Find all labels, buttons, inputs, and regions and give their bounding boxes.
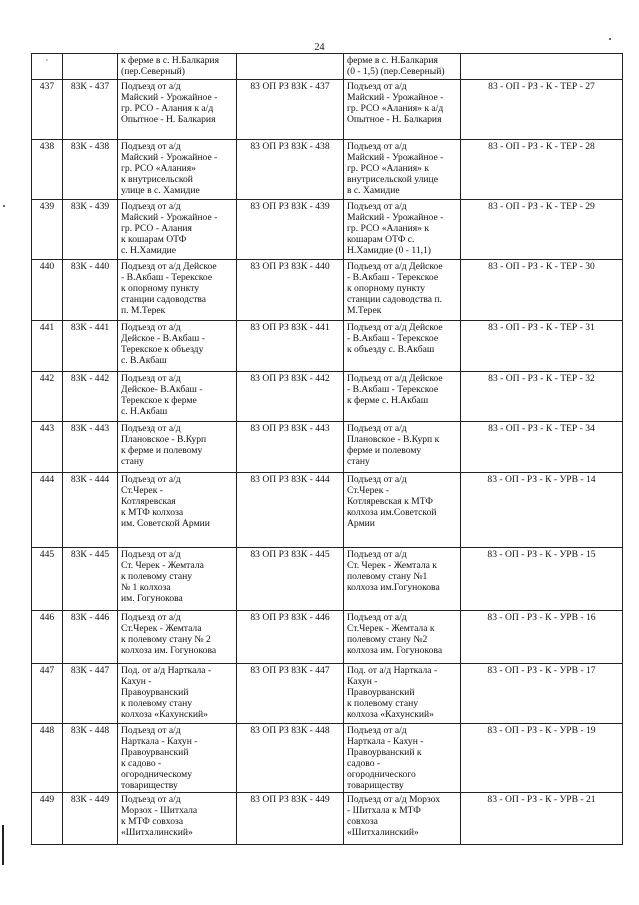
new-code-cell: 83 - ОП - РЗ - К - УРВ - 21 xyxy=(461,793,623,845)
new-name-cell: Подъезд от а/д Плановское - В.Курп к ферме и полевому стану xyxy=(344,422,461,473)
page-number: 24 xyxy=(314,42,325,53)
table-row xyxy=(32,321,623,372)
table-row xyxy=(32,664,623,724)
road-name-cell: Подъезд от а/д Майский - Урожайное - гр. РСО - Алания к кошарам ОТФ с. Н.Хамидие xyxy=(118,200,237,260)
new-name-cell: Подъезд от а/д Майский - Урожайное - гр. РСО «Алания» к а/д Опытное - Н. Балкария xyxy=(344,80,461,140)
road-name-cell: Подъезд от а/д Ст.Черек - Котляревская к МТФ колхоза им. Советской Армии xyxy=(118,473,237,548)
new-name-cell: Подъезд от а/д Дейское - В.Акбаш - Терекское к опорному пункту станции садоводства п. М.Терек xyxy=(344,260,461,321)
new-code-cell: 83 - ОП - РЗ - К - УРВ - 16 xyxy=(461,611,623,664)
row-number-cell: 441 xyxy=(32,321,63,372)
new-name-cell: Подъезд от а/д Ст.Черек - Котляревская к МТФ колхоза им.Советской Армии xyxy=(344,473,461,548)
table-row xyxy=(32,473,623,548)
road-code-cell: 83К - 440 xyxy=(63,260,118,321)
road-code-cell: 83К - 437 xyxy=(63,80,118,140)
new-code-cell xyxy=(461,54,623,80)
table-row xyxy=(32,54,623,80)
table-row xyxy=(32,422,623,473)
new-code-cell: 83 - ОП - РЗ - К - ТЕР - 32 xyxy=(461,372,623,422)
old-code-cell: 83 ОП РЗ 83К - 445 xyxy=(237,548,344,611)
table-row xyxy=(32,200,623,260)
row-number-cell: · xyxy=(32,54,63,80)
old-code-cell: 83 ОП РЗ 83К - 447 xyxy=(237,664,344,724)
road-code-cell: 83К - 443 xyxy=(63,422,118,473)
table-row xyxy=(32,724,623,793)
table-row xyxy=(32,372,623,422)
row-number-cell: 444 xyxy=(32,473,63,548)
row-number-cell: 446 xyxy=(32,611,63,664)
new-code-cell: 83 - ОП - РЗ - К - ТЕР - 27 xyxy=(461,80,623,140)
road-code-cell: 83К - 441 xyxy=(63,321,118,372)
road-name-cell: Подъезд от а/д Ст. Черек - Жемтала к полевому стану № 1 колхоза им. Гогунокова xyxy=(118,548,237,611)
new-name-cell: Подъезд от а/д Майский - Урожайное - гр. РСО «Алания» к кошарам ОТФ с. Н.Хамидие (0 - 11,1) xyxy=(344,200,461,260)
table-row xyxy=(32,260,623,321)
speck-mark xyxy=(609,38,611,40)
road-registry-table xyxy=(31,53,623,845)
new-code-cell: 83 - ОП - РЗ - К - УРВ - 15 xyxy=(461,548,623,611)
new-code-cell: 83 - ОП - РЗ - К - ТЕР - 29 xyxy=(461,200,623,260)
new-name-cell: Подъезд от а/д Дейское - В.Акбаш - Терекское к ферме с. Н.Акбаш xyxy=(344,372,461,422)
table-row xyxy=(32,140,623,200)
road-code-cell: 83К - 442 xyxy=(63,372,118,422)
road-code-cell: 83К - 444 xyxy=(63,473,118,548)
new-name-cell: Подъезд от а/д Нарткала - Кахун - Правоурванский к садово - огороднического товариществу xyxy=(344,724,461,793)
row-number-cell: 439 xyxy=(32,200,63,260)
road-name-cell: Подъезд от а/д Морзох - Шитхала к МТФ совхоза «Шитхалинский» xyxy=(118,793,237,845)
table-row xyxy=(32,611,623,664)
old-code-cell: 83 ОП РЗ 83К - 443 xyxy=(237,422,344,473)
old-code-cell: 83 ОП РЗ 83К - 446 xyxy=(237,611,344,664)
road-name-cell: к ферме в с. Н.Балкария (пер.Северный) xyxy=(118,54,237,80)
road-name-cell: Подъезд от а/д Плановское - В.Курп к ферме и полевому стану xyxy=(118,422,237,473)
old-code-cell: 83 ОП РЗ 83К - 448 xyxy=(237,724,344,793)
road-name-cell: Подъезд от а/д Дейское - В.Акбаш - Терекское к опорному пункту станции садоводства п. М.Терек xyxy=(118,260,237,321)
new-name-cell: Под. от а/д Нарткала - Кахун - Правоурванский к полевому стану колхоза «Кахунский» xyxy=(344,664,461,724)
new-code-cell: 83 - ОП - РЗ - К - ТЕР - 34 xyxy=(461,422,623,473)
table-row xyxy=(32,80,623,140)
table-row xyxy=(32,793,623,845)
row-number-cell: 437 xyxy=(32,80,63,140)
road-code-cell: 83К - 449 xyxy=(63,793,118,845)
old-code-cell: 83 ОП РЗ 83К - 444 xyxy=(237,473,344,548)
road-code-cell: 83К - 446 xyxy=(63,611,118,664)
old-code-cell: 83 ОП РЗ 83К - 438 xyxy=(237,140,344,200)
speck-mark xyxy=(3,205,5,207)
row-number-cell: 443 xyxy=(32,422,63,473)
row-number-cell: 448 xyxy=(32,724,63,793)
new-name-cell: ферме в с. Н.Балкария (0 - 1,5) (пер.Северный) xyxy=(344,54,461,80)
margin-mark xyxy=(2,825,4,865)
old-code-cell: 83 ОП РЗ 83К - 441 xyxy=(237,321,344,372)
road-code-cell: 83К - 447 xyxy=(63,664,118,724)
new-name-cell: Подъезд от а/д Ст. Черек - Жемтала к полевому стану №1 колхоза им.Гогунокова xyxy=(344,548,461,611)
row-number-cell: 447 xyxy=(32,664,63,724)
road-name-cell: Подъезд от а/д Нарткала - Кахун - Правоурванский к садово - огородническому товариществу xyxy=(118,724,237,793)
new-code-cell: 83 - ОП - РЗ - К - ТЕР - 31 xyxy=(461,321,623,372)
new-name-cell: Подъезд от а/д Дейское - В.Акбаш - Терекское к объезду с. В.Акбаш xyxy=(344,321,461,372)
road-code-cell: 83К - 448 xyxy=(63,724,118,793)
old-code-cell: 83 ОП РЗ 83К - 439 xyxy=(237,200,344,260)
new-code-cell: 83 - ОП - РЗ - К - УРВ - 14 xyxy=(461,473,623,548)
road-name-cell: Подъезд от а/д Майский - Урожайное - гр. РСО «Алания» к внутрисельской улице в с. Хамидие xyxy=(118,140,237,200)
new-name-cell: Подъезд от а/д Ст.Черек - Жемтала к полевому стану №2 колхоза им. Гогунокова xyxy=(344,611,461,664)
new-name-cell: Подъезд от а/д Майский - Урожайное - гр. РСО «Алания» к внутрисельской улице в с. Хамидие xyxy=(344,140,461,200)
road-name-cell: Подъезд от а/д Дейское- В.Акбаш - Терекское к ферме с. Н.Акбаш xyxy=(118,372,237,422)
new-name-cell: Подъезд от а/д Морзох - Шитхала к МТФ совхоза «Шитхалинский» xyxy=(344,793,461,845)
old-code-cell xyxy=(237,54,344,80)
old-code-cell: 83 ОП РЗ 83К - 437 xyxy=(237,80,344,140)
road-code-cell: 83К - 439 xyxy=(63,200,118,260)
new-code-cell: 83 - ОП - РЗ - К - ТЕР - 30 xyxy=(461,260,623,321)
new-code-cell: 83 - ОП - РЗ - К - УРВ - 17 xyxy=(461,664,623,724)
road-code-cell xyxy=(63,54,118,80)
road-name-cell: Под. от а/д Нарткала - Кахун - Правоурванский к полевому стану колхоза «Кахунский» xyxy=(118,664,237,724)
row-number-cell: 442 xyxy=(32,372,63,422)
road-code-cell: 83К - 438 xyxy=(63,140,118,200)
old-code-cell: 83 ОП РЗ 83К - 449 xyxy=(237,793,344,845)
road-name-cell: Подъезд от а/д Ст.Черек - Жемтала к полевому стану № 2 колхоза им. Гогунокова xyxy=(118,611,237,664)
old-code-cell: 83 ОП РЗ 83К - 442 xyxy=(237,372,344,422)
new-code-cell: 83 - ОП - РЗ - К - УРВ - 19 xyxy=(461,724,623,793)
road-name-cell: Подъезд от а/д Дейское - В.Акбаш - Терекское к объезду с. В.Акбаш xyxy=(118,321,237,372)
row-number-cell: 449 xyxy=(32,793,63,845)
new-code-cell: 83 - ОП - РЗ - К - ТЕР - 28 xyxy=(461,140,623,200)
road-code-cell: 83К - 445 xyxy=(63,548,118,611)
row-number-cell: 440 xyxy=(32,260,63,321)
row-number-cell: 445 xyxy=(32,548,63,611)
row-number-cell: 438 xyxy=(32,140,63,200)
road-name-cell: Подъезд от а/д Майский - Урожайное - гр. РСО - Алания к а/д Опытное - Н. Балкария xyxy=(118,80,237,140)
old-code-cell: 83 ОП РЗ 83К - 440 xyxy=(237,260,344,321)
table-row xyxy=(32,548,623,611)
